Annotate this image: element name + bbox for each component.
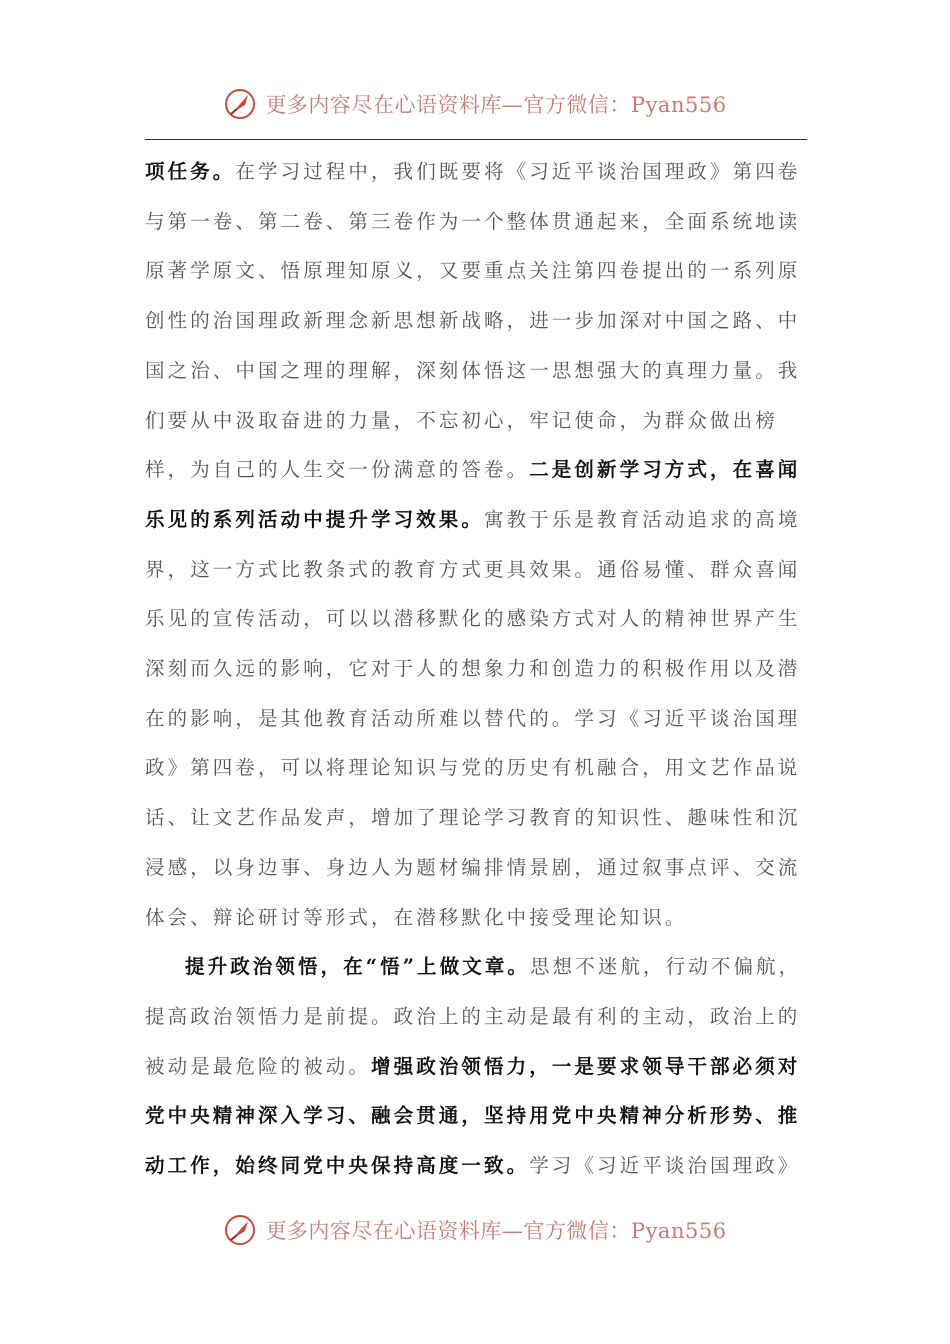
paragraph-2 — [145, 942, 820, 1191]
document-body — [145, 147, 820, 1191]
quill-logo-icon — [223, 1213, 257, 1247]
header-banner — [0, 84, 950, 124]
text-run: 学习《习近平谈治国理政》 — [529, 1154, 801, 1178]
bold-run: 增强政治领悟力，一是要求领导干部必须对党中央精神深入学习、融会贯通，坚持用党中央精神分析形势、推动工作，始终同党中央保持高度一致。 — [145, 1054, 801, 1178]
bold-run: 二是创新学习方式，在喜闻乐见的系列活动中提升学习效果。 — [145, 458, 801, 531]
quill-logo-icon — [223, 87, 257, 121]
bold-run: 项任务。 — [145, 160, 236, 183]
bold-run: 提升政治领悟，在“悟”上做文章。 — [185, 955, 531, 979]
footer-banner — [0, 1210, 950, 1250]
paragraph-1 — [145, 147, 820, 942]
header-divider — [145, 139, 807, 140]
text-run: 思想不迷航，行动不偏航，提高政治领悟力是前提。政治上的主动是最有利的主动，政治上的被动是最危险的被动。 — [145, 955, 802, 1078]
footer-banner-text: 更多内容尽在心语资料库—官方微信：Pyan556 — [265, 1219, 727, 1243]
text-run: 在学习过程中，我们既要将《习近平谈治国理政》第四卷与第一卷、第二卷、第三卷作为一个整体贯通起来，全面系统地读原著学原文、悟原理知原义，又要重点关注第四卷提出的一系列原创性的治国理政新理念新思想新战略，进一步加深对中国之路、中国之治、中国之理的理解，深刻体悟这一思想强大的真理力量。我们要从中汲取奋进的力量，不忘初心，牢记使命，为群众做出榜样，为自己的人生交一份满意的答卷。 — [145, 160, 801, 482]
header-banner-text: 更多内容尽在心语资料库—官方微信：Pyan556 — [265, 93, 727, 117]
text-run: 寓教于乐是教育活动追求的高境界，这一方式比教条式的教育方式更具效果。通俗易懂、群众喜闻乐见的宣传活动，可以以潜移默化的感染方式对人的精神世界产生深刻而久远的影响，它对于人的想象力和创造力的积极作用以及潜在的影响，是其他教育活动所难以替代的。学习《习近平谈治国理政》第四卷，可以将理论知识与党的历史有机融合，用文艺作品说话、让文艺作品发声，增加了理论学习教育的知识性、趣味性和沉浸感，以身边事、身边人为题材编排情景剧，通过叙事点评、交流体会、辩论研讨等形式，在潜移默化中接受理论知识。 — [145, 507, 801, 929]
